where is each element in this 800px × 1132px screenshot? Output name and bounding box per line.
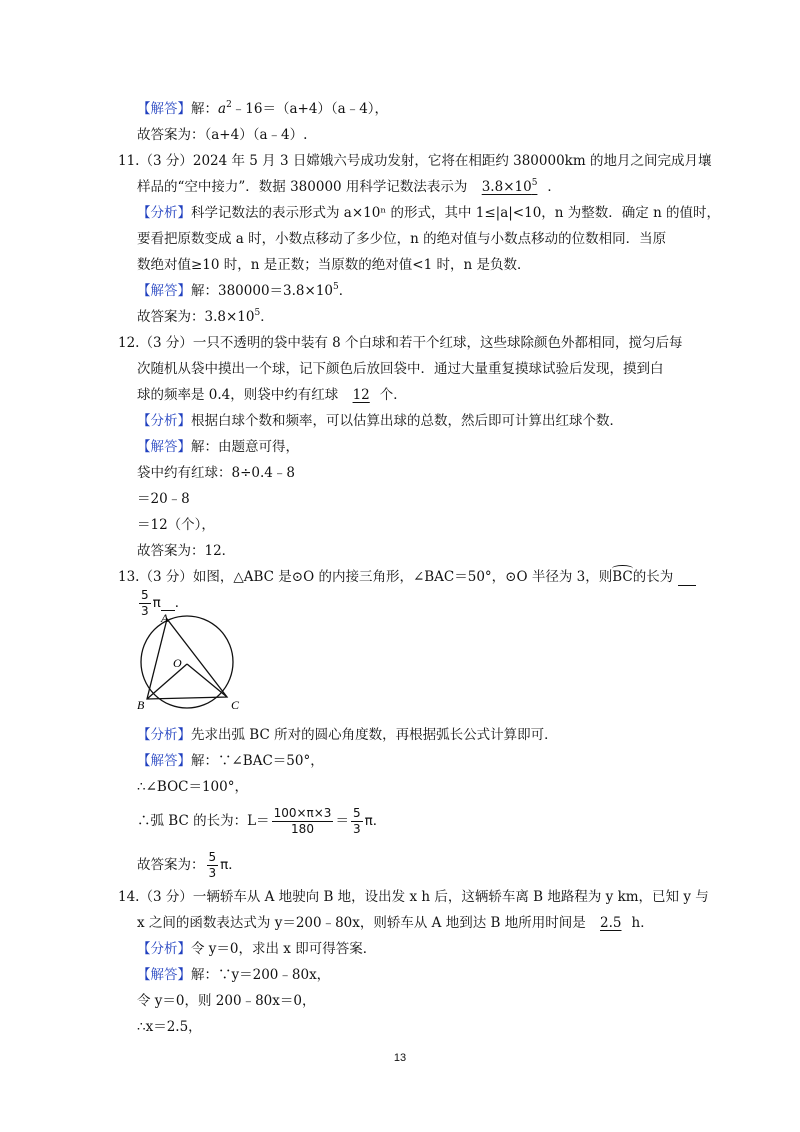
q13-answer: 【解答】解：∵∠BAC＝50°， <box>137 753 324 769</box>
q12-answer-blank: 12 <box>352 387 370 403</box>
q12-stem-2: 次随机从袋中摸出一个球，记下颜色后放回袋中．通过大量重复摸球试验后发现，摸到白 <box>137 361 664 377</box>
label-b: B <box>137 698 145 712</box>
q11-stem-1: 11.（3 分）2024 年 5 月 3 日嫦娥六号成功发射，它将在相距约 380000km 的地月之间完成月壤 <box>118 153 712 169</box>
blank-underline <box>161 596 175 611</box>
q13-step-3: ∴弧 BC 的长为：L＝ $\frac{100\times\pi\times 3}{180}$ ＝ $\frac{5}{3}$ π． <box>137 806 387 836</box>
q11-final: 故答案为：$3.8\times 10^5$． <box>137 308 274 325</box>
q14-answer-blank: 2.5 <box>600 915 622 931</box>
q11-analysis-3: 数绝对值≥10 时，n 是正数；当原数的绝对值<1 时，n 是负数． <box>137 257 531 273</box>
q13-stem-1: 13.（3 分）如图，△ABC 是⊙O 的内接三角形，∠BAC＝50°，⊙O 半径为 3，则BC的长为 <box>118 568 696 586</box>
q12-stem-3: 球的频率是 0.4，则袋中约有红球 12 个． <box>137 387 407 403</box>
circle-triangle-figure <box>135 612 245 712</box>
q13-step-2: ∴∠BOC＝100°， <box>137 779 248 795</box>
q10-answer: 【解答】解：$a^2﹣16=(a+4)(a﹣4)$， <box>137 100 389 117</box>
q12-answer: 【解答】解：由题意可得， <box>137 439 299 455</box>
label-o: O <box>173 656 182 670</box>
arc-bc-label: BC <box>612 569 633 585</box>
page-number: 13 <box>393 1052 407 1064</box>
segment-oc <box>187 664 227 697</box>
q13-analysis: 【分析】先求出弧 BC 所对的圆心角度数，再根据弧长公式计算即可． <box>137 727 558 743</box>
q12-final: 故答案为：12． <box>137 543 236 559</box>
circle-o <box>141 616 233 708</box>
label-a: A <box>161 612 169 625</box>
answer-tag: 【解答】 <box>137 753 191 769</box>
q13-answer-blank: $\frac{5}{3}$ π ． <box>141 588 189 618</box>
fraction: $\frac{5}{3}$ <box>352 806 361 836</box>
q14-step-2: 令 y＝0，则 200﹣80x＝0， <box>137 993 316 1009</box>
answer-tag: 【解答】 <box>137 101 191 117</box>
q12-step-3: ＝12（个）， <box>137 517 215 533</box>
q12-stem-1: 12.（3 分）一只不透明的袋中装有 8 个白球和若干个红球，这些球除颜色外都相同，搅匀后每 <box>118 335 683 351</box>
answer-tag: 【解答】 <box>137 439 191 455</box>
q12-step-1: 袋中约有红球：8÷0.4﹣8 <box>137 465 295 481</box>
q13-final: 故答案为： $\frac{5}{3}$ π． <box>137 850 242 880</box>
analysis-tag: 【分析】 <box>137 205 191 221</box>
q11-stem-2: 样品的“空中接力”．数据 380000 用科学记数法表示为 $3.8\times 10^5$ ． <box>137 178 561 195</box>
q10-final: 故答案为：（a+4）（a﹣4）. <box>137 127 308 143</box>
q14-answer: 【解答】解：∵y＝200﹣80x， <box>137 967 331 983</box>
q14-step-3: ∴x＝2.5， <box>137 1019 202 1035</box>
q11-answer: 【解答】解：$380000=3.8\times 10^5$． <box>137 282 353 299</box>
q12-step-2: ＝20﹣8 <box>137 491 190 507</box>
q11-answer-blank: $3.8\times 10^5$ <box>481 178 538 195</box>
q14-stem-2: x 之间的函数表达式为 y＝200﹣80x，则轿车从 A 地到达 B 地所用时间是 2.5 h． <box>137 915 654 931</box>
analysis-tag: 【分析】 <box>137 727 191 743</box>
fraction: $\frac{5}{3}$ <box>208 850 217 880</box>
q12-analysis: 【分析】根据白球个数和频率，可以估算出球的总数，然后即可计算出红球个数． <box>137 413 623 429</box>
blank-underline <box>678 571 696 586</box>
q14-stem-1: 14.（3 分）一辆轿车从 A 地驶向 B 地，设出发 x h 后，这辆轿车离 B 地路程为 y km，已知 y 与 <box>118 889 709 905</box>
label-c: C <box>231 698 240 712</box>
answer-tag: 【解答】 <box>137 283 191 299</box>
fraction: $\frac{5}{3}$ <box>141 588 149 618</box>
q11-analysis-1: 【分析】科学记数法的表示形式为 a×10ⁿ 的形式，其中 1≤|a|<10，n 为整数．确定 n 的值时， <box>137 205 721 221</box>
q14-analysis: 【分析】令 y＝0，求出 x 即可得答案． <box>137 941 377 957</box>
analysis-tag: 【分析】 <box>137 413 191 429</box>
fraction: $\frac{100\times\pi\times 3}{180}$ <box>273 806 332 836</box>
q11-analysis-2: 要看把原数变成 a 时，小数点移动了多少位，n 的绝对值与小数点移动的位数相同．当原 <box>137 231 667 247</box>
analysis-tag: 【分析】 <box>137 941 191 957</box>
answer-tag: 【解答】 <box>137 967 191 983</box>
